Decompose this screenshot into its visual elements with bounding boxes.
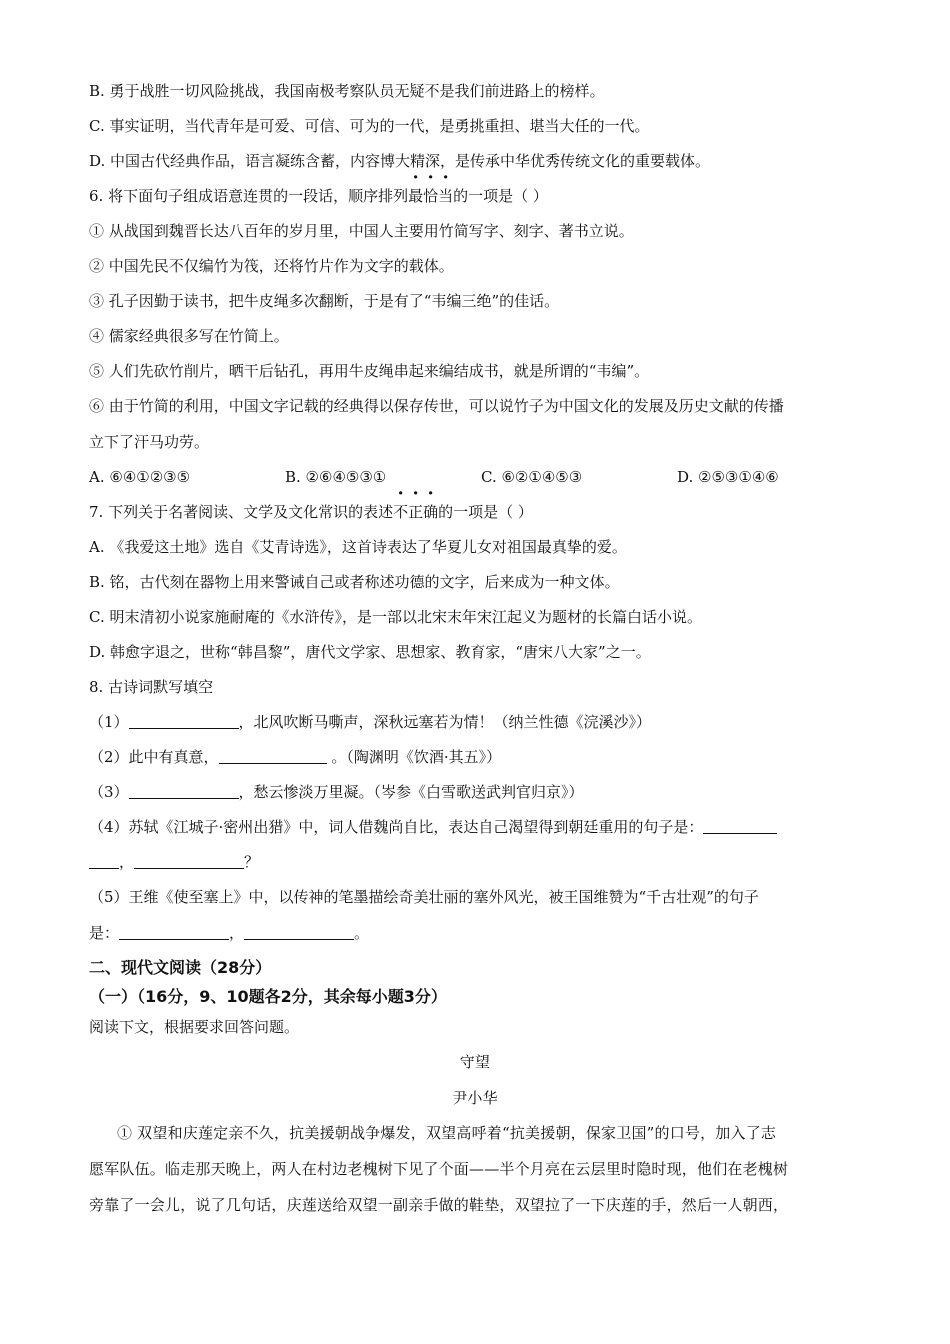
q6-sentence-6-cont: 立下了汗马功劳。 [89, 433, 210, 451]
q8-item-3-num: （3） [89, 783, 129, 801]
q6-option-c: C. ⑥②①④⑤③ [481, 468, 583, 486]
q6-stem-after: 的一项是（ ） [453, 187, 548, 205]
answer-blank[interactable] [119, 925, 229, 940]
emphasis-char: 正 [408, 503, 424, 521]
article-title: 守望 [459, 1053, 491, 1071]
paragraph-1-line-1: ① 双望和庆莲定亲不久，抗美援朝战争爆发，双望高呼着“抗美援朝，保家卫国”的口号，加入了志 [117, 1124, 777, 1142]
q7-stem-after: 的一项是（ ） [438, 503, 533, 521]
q6-options [89, 466, 862, 488]
q5-option-b: B. 勇于战胜一切风险挑战，我国南极考察队员无疑不是我们前进路上的榜样。 [89, 82, 605, 100]
q7-stem [89, 501, 862, 523]
answer-blank[interactable] [134, 854, 244, 869]
article-author: 尹小华 [452, 1089, 498, 1107]
q8-item-1-text: ，北风吹断马嘶声，深秋远塞若为情！（纳兰性德《浣溪沙》） [238, 713, 652, 731]
q6-option-a: A. ⑥④①②③⑤ [89, 468, 191, 486]
answer-blank[interactable] [89, 854, 119, 869]
q6-option-d: D. ②⑤③①④⑥ [677, 468, 779, 486]
q8-item-2-source: 。（陶渊明《饮酒·其五》） [326, 748, 502, 766]
q8-item-5-end: 。 [354, 924, 370, 942]
q8-item-5: （5）王维《使至塞上》中，以传神的笔墨描绘奇美壮丽的塞外风光，被王国维赞为“千古壮观”的句子 [89, 888, 759, 906]
q8-item-4-cont [89, 851, 862, 873]
section-heading: 二、现代文阅读（28分） [89, 958, 272, 977]
paragraph-1-line-3: 旁靠了一会儿，说了几句话，庆莲送给双望一副亲手做的鞋垫，双望拉了一下庆莲的手，然后一人朝西， [89, 1196, 789, 1214]
answer-blank[interactable] [244, 925, 354, 940]
q8-item-5-cont [89, 922, 862, 944]
q6-sentence-5: ⑤ 人们先砍竹削片，晒干后钻孔，再用牛皮绳串起来编结成书，就是所谓的“韦编”。 [89, 362, 650, 380]
q6-sentence-4: ④ 儒家经典很多写在竹简上。 [89, 327, 289, 345]
q6-sentence-6: ⑥ 由于竹简的利用，中国文字记载的经典得以保存传世，可以说竹子为中国文化的发展及历史文献的传播 [89, 397, 784, 415]
answer-blank[interactable] [129, 714, 239, 729]
q6-stem [89, 185, 862, 207]
q8-item-4-comma: ， [119, 853, 135, 871]
q8-item-5-comma: ， [229, 924, 245, 942]
emphasis-char: 确 [423, 503, 439, 521]
paragraph-1-line-2: 愿军队伍。临走那天晚上，两人在村边老槐树下见了个面——半个月亮在云层里时隐时现，他们在老槐树 [89, 1160, 789, 1178]
q7-option-d: D. 韩愈字退之，世称“韩昌黎”，唐代文学家、思想家、教育家，“唐宋八大家”之一。 [89, 643, 651, 661]
q8-item-1-num: （1） [89, 713, 129, 731]
q8-item-3-text: ，愁云惨淡万里凝。（岑参《白雪歌送武判官归京》） [238, 783, 584, 801]
subsection-heading: （一）（16分，9、10题各2分，其余每小题3分） [89, 987, 447, 1006]
q6-stem-before: 6. 将下面句子组成语意连贯的一段话，顺序排列 [89, 187, 409, 205]
emphasis-char: 恰 [423, 187, 439, 205]
q8-item-3 [89, 781, 862, 803]
q6-sentence-1: ① 从战国到魏晋长达八百年的岁月里，中国人主要用竹简写字、刻字、著书立说。 [89, 222, 634, 240]
q7-stem-before: 7. 下列关于名著阅读、文学及文化常识的表述 [89, 503, 394, 521]
q7-option-a: A. 《我爱这土地》选自《艾青诗选》，这首诗表达了华夏儿女对祖国最真挚的爱。 [89, 538, 627, 556]
q6-sentence-2: ② 中国先民不仅编竹为筏，还将竹片作为文字的载体。 [89, 257, 454, 275]
answer-blank[interactable] [129, 784, 239, 799]
q5-option-d: D. 中国古代经典作品，语言凝练含蓄，内容博大精深，是传承中华优秀传统文化的重要载体。 [89, 152, 711, 170]
q6-option-b: B. ②⑥④⑤③① [285, 468, 387, 486]
emphasis-char: 最 [408, 187, 424, 205]
q6-sentence-3: ③ 孔子因勤于读书，把牛皮绳多次翻断，于是有了“韦编三绝”的佳话。 [89, 292, 560, 310]
emphasis-char: 不 [393, 503, 409, 521]
q8-item-2-text: （2）此中有真意， [89, 748, 219, 766]
answer-blank[interactable] [703, 819, 777, 834]
q7-option-c: C. 明末清初小说家施耐庵的《水浒传》，是一部以北宋末年宋江起义为题材的长篇白话小说。 [89, 608, 702, 626]
emphasis-char: 当 [438, 187, 454, 205]
q7-option-b: B. 铭，古代刻在器物上用来警诫自己或者称述功德的文字，后来成为一种文体。 [89, 573, 620, 591]
q8-item-4 [89, 816, 862, 838]
q8-title: 8. 古诗词默写填空 [89, 678, 214, 696]
q8-item-1 [89, 711, 862, 733]
q5-option-c: C. 事实证明，当代青年是可爱、可信、可为的一代，是勇挑重担、堪当大任的一代。 [89, 117, 650, 135]
reading-instruction: 阅读下文，根据要求回答问题。 [89, 1018, 300, 1036]
q8-item-5-label: 是： [89, 924, 120, 942]
q8-item-2 [89, 746, 862, 768]
q8-item-4-end: ？ [244, 853, 260, 871]
q8-item-4-text: （4）苏轼《江城子·密州出猎》中，词人借魏尚自比，表达自己渴望得到朝廷重用的句子是： [89, 818, 704, 836]
answer-blank[interactable] [219, 749, 327, 764]
